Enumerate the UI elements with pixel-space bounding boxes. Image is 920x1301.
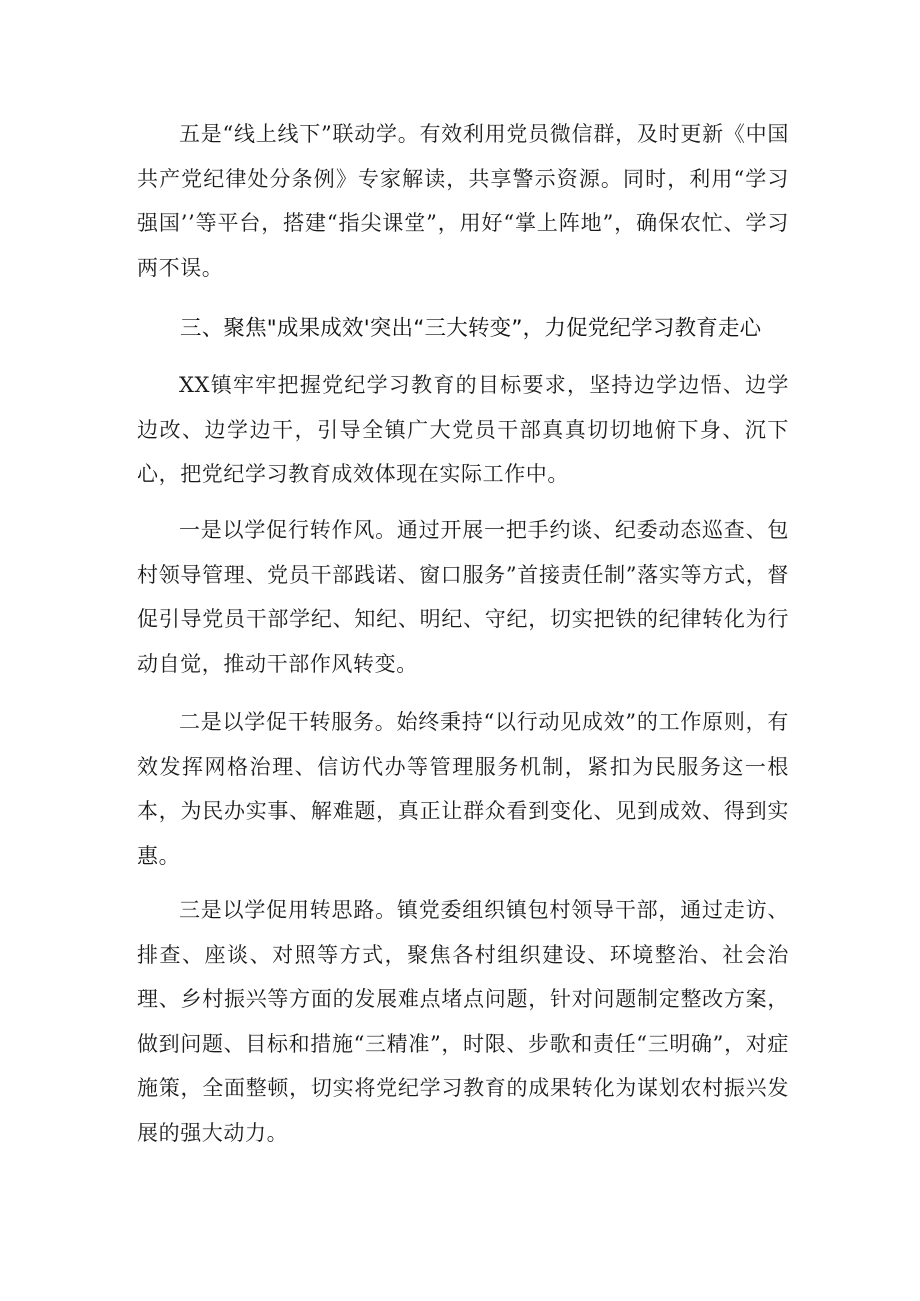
paragraph-service: 二是以学促干转服务。始终秉持“以行动见成效”的工作原则，有效发挥网格治理、信访代办等管理服务机制，紧扣为民服务这一根本，为民办实事、解难题，真正让群众看到变化、见到成效、得到实惠。 [137,710,789,868]
paragraph-online-offline-learning: 五是“线上线下”联动学。有效利用党员微信群，及时更新《中国共产党纪律处分条例》专家解读，共享警示资源。同时，利用“学习强国’’等平台，搭建“指尖课堂”，用好“掌上阵地”，确保农忙、学习两不误。 [137,122,789,280]
section-heading-three: 三、聚焦"成果成效'突出“三大转变”，力促党纪学习教育走心 [180,316,762,341]
paragraph-work-style: 一是以学促行转作风。通过开展一把手约谈、纪委动态巡查、包村领导管理、党员干部践诺、窗口服务”首接责任制”落实等方式，督促引导党员干部学纪、知纪、明纪、守纪，切实把铁的纪律转化为行动自觉，推动干部作风转变。 [137,518,789,676]
paragraph-town-overview: XX镇牢牢把握党纪学习教育的目标要求，坚持边学边悟、边学边改、边学边干，引导全镇广大党员干部真真切切地俯下身、沉下心，把党纪学习教育成效体现在实际工作中。 [137,373,789,486]
paragraph-thinking: 三是以学促用转思路。镇党委组织镇包村领导干部，通过走访、排查、座谈、对照等方式，聚焦各村组织建设、环境整治、社会治理、乡村振兴等方面的发展难点堵点问题，针对问题制定整改方案，做到问题、目标和措施“三精准”，时限、步歌和责任“三明确”，对症施策，全面整顿，切实将党纪学习教育的成果转化为谋划农村振兴发展的强大动力。 [137,898,789,1145]
